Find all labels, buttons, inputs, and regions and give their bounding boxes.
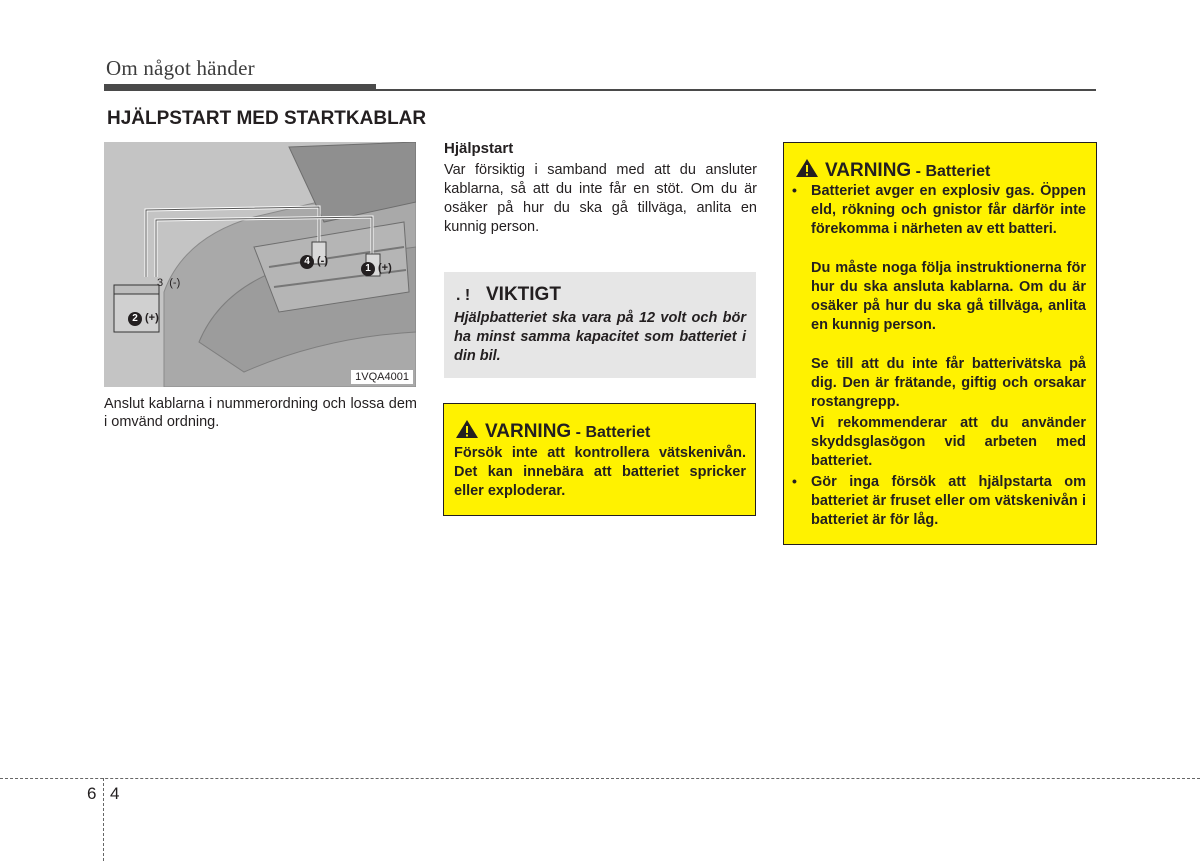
callout-2 xyxy=(128,312,159,326)
important-note xyxy=(444,272,756,378)
callout-label: (-) xyxy=(169,277,181,289)
warning-bullet-1-p3: Se till att du inte får batterivätska på dig. Den är frätande, giftig och orsakar rostangrepp. xyxy=(811,356,1086,410)
important-title xyxy=(456,284,561,306)
important-text: Hjälpbatteriet ska vara på 12 volt och bör ha minst samma kapacitet som batteriet i din bil. xyxy=(454,310,746,364)
important-title-text: VIKTIGT xyxy=(486,284,561,305)
battery-warning-box xyxy=(443,403,756,516)
warning-text: Försök inte att kontrollera vätskenivån. Det kan innebära att batteriet spricker eller exploderar. xyxy=(454,445,746,499)
footer-divider xyxy=(103,778,104,861)
page-number: 4 xyxy=(110,784,120,803)
figure-caption: Anslut kablarna i nummerordning och lossa dem i omvänd ordning. xyxy=(104,396,417,430)
callout-number: 3 xyxy=(157,277,164,289)
figure-code: 1VQA4001 xyxy=(351,370,413,384)
jumpstart-heading: Hjälpstart xyxy=(444,140,514,157)
warning-bullet-1-p2: Du måste noga följa instruktionerna för hur du ska ansluta kablarna. Om du är osäker på hur du ska gå tillväga, anlita en kunnig person. xyxy=(811,260,1086,333)
footer-rule xyxy=(0,778,1200,779)
battery-warning-box-large xyxy=(783,142,1097,545)
callout-label: (-) xyxy=(317,255,328,267)
warning-triangle-icon xyxy=(795,158,819,178)
bullet-marker: • xyxy=(792,473,797,489)
page-heading: HJÄLPSTART MED STARTKABLAR xyxy=(107,108,427,129)
callout-3 xyxy=(157,277,180,289)
warning-triangle-icon xyxy=(455,419,479,439)
callout-1 xyxy=(361,262,392,276)
bullet-marker: • xyxy=(792,182,797,198)
header-rule-thick xyxy=(104,84,376,91)
exclamation-icon: . ! xyxy=(456,287,471,304)
warning-subtitle: - Batteriet xyxy=(911,163,991,180)
callout-label: (+) xyxy=(145,312,159,324)
callout-number: 1 xyxy=(361,262,375,276)
warning-title-text: VARNING xyxy=(825,160,912,181)
jumpstart-illustration xyxy=(104,142,416,387)
section-title: Om något händer xyxy=(106,56,255,80)
callout-number: 2 xyxy=(128,312,142,326)
warning-title xyxy=(455,419,650,443)
callout-label: (+) xyxy=(378,262,392,274)
chapter-number: 6 xyxy=(87,784,97,803)
header-rule-thin xyxy=(376,89,1096,91)
jumpstart-text: Var försiktig i samband med att du ansluter kablarna, så att du inte får en stöt. Om du är osäker på hur du ska gå tillväga, anlita en kunnig person. xyxy=(444,162,757,235)
callout-4 xyxy=(300,255,328,269)
warning-bullet-1-p1: Batteriet avger en explosiv gas. Öppen eld, rökning och gnistor får därför inte förekomma i närheten av ett batteri. xyxy=(811,183,1086,237)
warning-bullet-1-p4: Vi rekommenderar att du använder skyddsglasögon vid arbeten med batteriet. xyxy=(811,415,1086,469)
warning-bullet-2: Gör inga försök att hjälpstarta om batteriet är fruset eller om vätskenivån i batteriet är för låg. xyxy=(811,474,1086,528)
callout-number: 4 xyxy=(300,255,314,269)
warning-title-text: VARNING xyxy=(485,421,572,442)
warning-subtitle: - Batteriet xyxy=(571,424,651,441)
warning-title xyxy=(795,158,990,182)
